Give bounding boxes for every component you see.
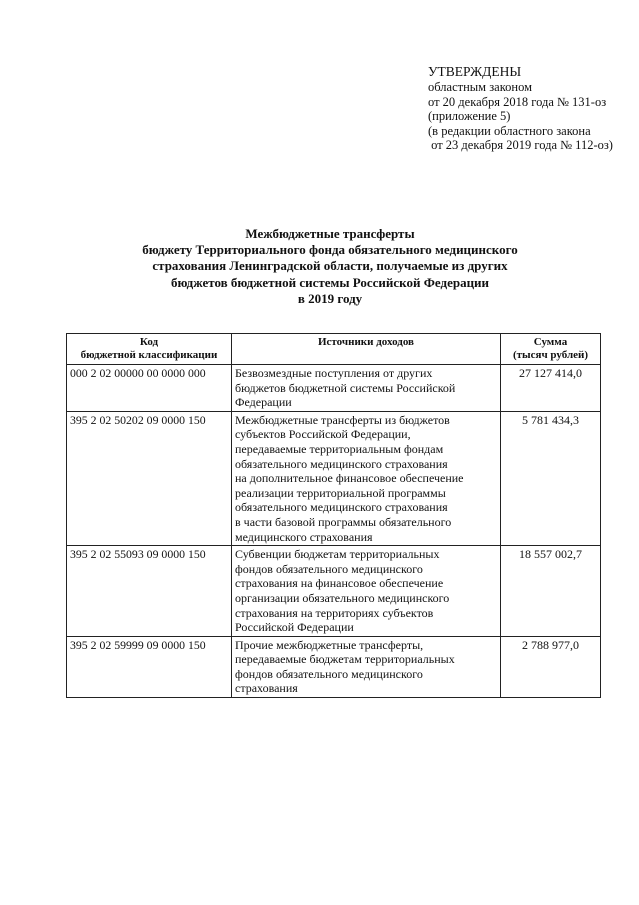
row-sum: 18 557 002,7 <box>501 546 601 637</box>
source-line: обязательного медицинского страхования <box>235 500 448 515</box>
source-line: Субвенции бюджетам территориальных <box>235 547 440 562</box>
header-sum-line: (тысяч рублей) <box>512 349 589 361</box>
source-line: Федерации <box>235 395 292 410</box>
source-line: фондов обязательного медицинского <box>235 561 423 576</box>
approval-line: от 20 декабря 2018 года № 131-оз <box>428 94 607 109</box>
source-line: реализации территориальной программы <box>235 485 446 500</box>
source-line: фондов обязательного медицинского <box>235 666 423 681</box>
source-line: страхования на финансовое обеспечение <box>235 576 444 591</box>
source-line: Российской Федерации <box>235 620 354 635</box>
table-row <box>67 546 601 637</box>
row-code: 395 2 02 50202 09 0000 150 <box>67 411 232 545</box>
row-sum: 5 781 434,3 <box>501 411 601 545</box>
source-line: передаваемые бюджетам территориальных <box>235 652 455 667</box>
source-line: страхования на территориях субъектов <box>235 605 434 620</box>
approval-line: областным законом <box>428 80 533 94</box>
approval-stamp <box>428 64 613 153</box>
row-code: 000 2 02 00000 00 0000 000 <box>67 365 232 412</box>
title-line: Межбюджетные трансферты <box>245 226 415 241</box>
source-line: обязательного медицинского страхования <box>235 456 448 471</box>
row-source <box>232 365 501 412</box>
title-line: бюджету Территориального фонда обязательного медицинского <box>142 242 518 258</box>
source-line: в части базовой программы обязательного <box>235 514 452 529</box>
header-sum <box>501 334 601 365</box>
transfers-table <box>66 333 601 698</box>
title-line: в 2019 году <box>297 290 363 306</box>
row-sum: 27 127 414,0 <box>501 365 601 412</box>
row-source <box>232 546 501 637</box>
source-line: страхования <box>235 681 298 696</box>
table-row <box>67 365 601 412</box>
title-line: бюджетов бюджетной системы Российской Федерации <box>170 274 490 290</box>
header-sum-line: Сумма <box>533 336 568 348</box>
source-line: медицинского страхования <box>235 529 373 544</box>
row-source <box>232 636 501 697</box>
table-row <box>67 411 601 545</box>
document-title <box>100 226 560 307</box>
source-line: передаваемые территориальным фондам <box>235 441 444 456</box>
source-line: Межбюджетные трансферты из бюджетов <box>235 412 450 427</box>
table-header-row <box>67 334 601 365</box>
source-line: на дополнительное финансовое обеспечение <box>235 471 464 486</box>
source-line: субъектов Российской Федерации, <box>235 427 411 442</box>
source-line: Безвозмездные поступления от других <box>235 366 433 380</box>
title-line: страхования Ленинградской области, получаемые из других <box>152 258 508 274</box>
approval-line: (в редакции областного закона <box>428 123 591 138</box>
header-code <box>67 334 232 365</box>
header-source-label: Источники доходов <box>317 336 414 348</box>
source-line: организации обязательного медицинского <box>235 590 450 605</box>
source-line: Прочие межбюджетные трансферты, <box>235 637 424 652</box>
row-code: 395 2 02 59999 09 0000 150 <box>67 636 232 697</box>
approval-line: от 23 декабря 2019 года № 112-оз) <box>428 138 613 153</box>
header-code-line: бюджетной классификации <box>80 349 218 361</box>
source-line: бюджетов бюджетной системы Российской <box>235 380 456 395</box>
row-source <box>232 411 501 545</box>
approval-line: (приложение 5) <box>428 109 511 124</box>
header-source <box>232 334 501 365</box>
table-row <box>67 636 601 697</box>
row-sum: 2 788 977,0 <box>501 636 601 697</box>
approval-title: УТВЕРЖДЕНЫ <box>428 64 522 79</box>
row-code: 395 2 02 55093 09 0000 150 <box>67 546 232 637</box>
header-code-line: Код <box>139 336 159 348</box>
